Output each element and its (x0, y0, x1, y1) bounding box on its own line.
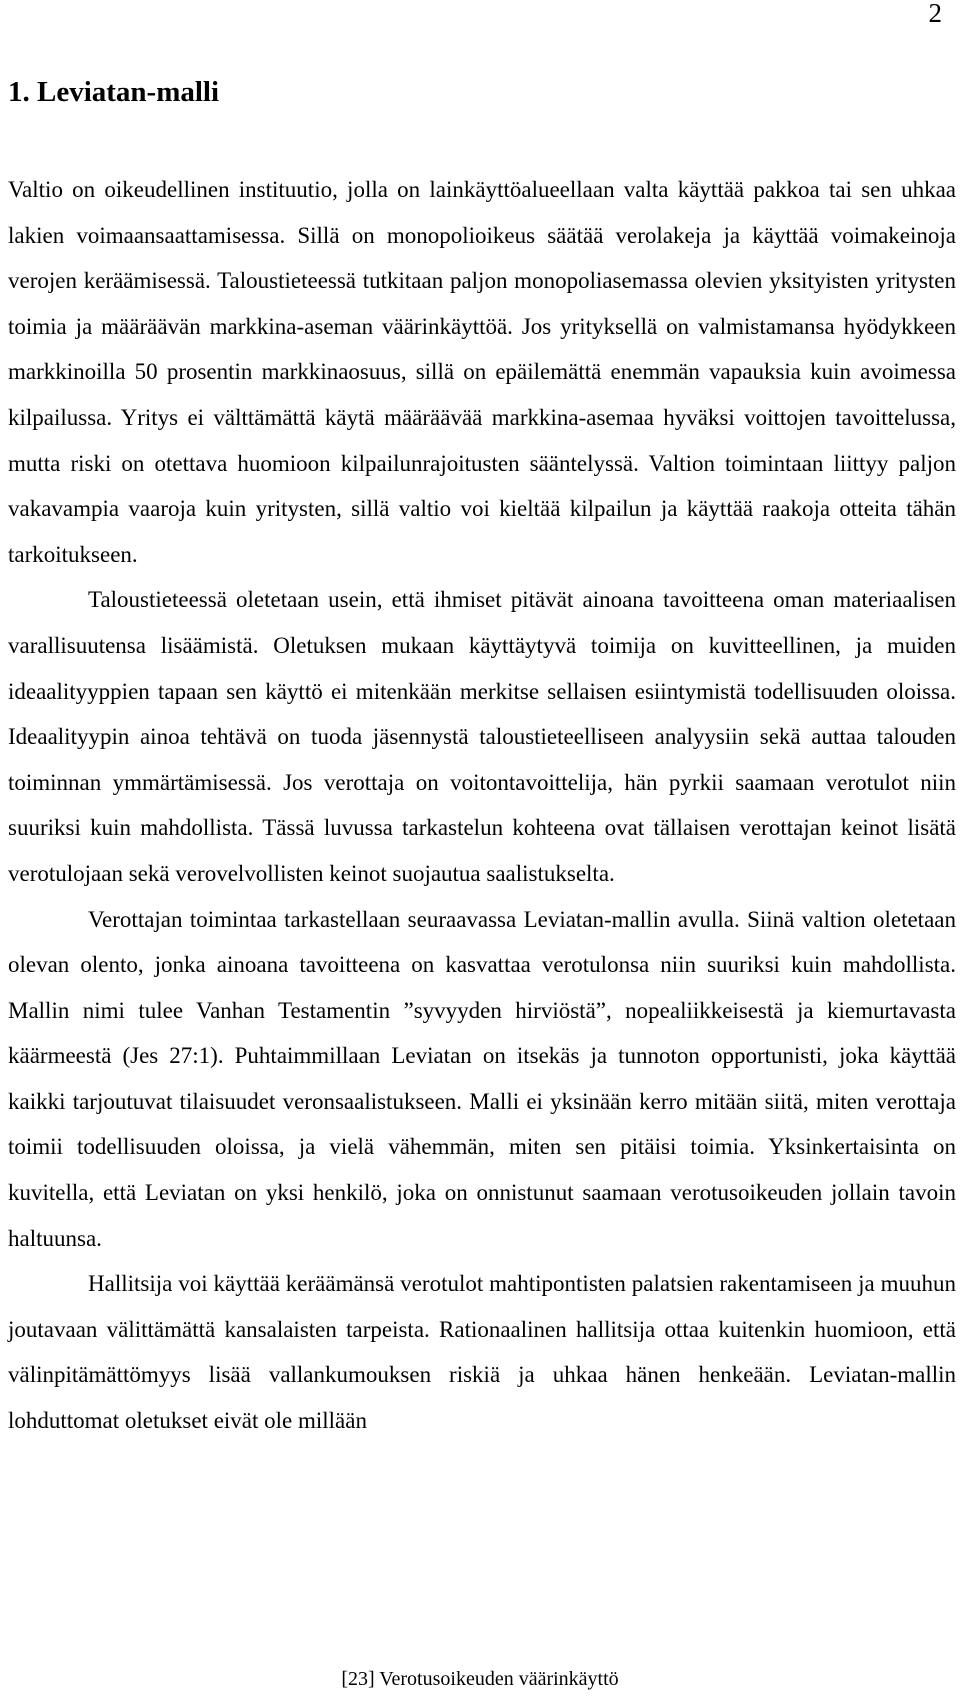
paragraph: Taloustieteessä oletetaan usein, että ihmiset pitävät ainoana tavoitteena oman materiaalisen varallisuutensa lisäämistä. Oletuksen mukaan käyttäytyvä toimija on kuvitteellinen, ja muiden ideaalityyppien tapaan sen käyttö ei mitenkään merkitse sellaisen esiintymistä todellisuuden oloissa. Ideaalityypin ainoa tehtävä on tuoda jäsennystä taloustieteelliseen analyysiin sekä auttaa talouden toiminnan ymmärtämisessä. Jos verottaja on voitontavoittelija, hän pyrkii saamaan verotulot niin suuriksi kuin mahdollista. Tässä luvussa tarkastelun kohteena ovat tällaisen verottajan keinot lisätä verotulojaan sekä verovelvollisten keinot suojautua saalistukselta. (8, 587, 956, 886)
paragraph: Valtio on oikeudellinen instituutio, jolla on lainkäyttöalueellaan valta käyttää pakkoa tai sen uhkaa lakien voimaansaattamisessa. Sillä on monopolioikeus säätää verolakeja ja käyttää voimakeinoja verojen keräämisessä. Taloustieteessä tutkitaan paljon monopoliasemassa olevien yksityisten yritysten toimia ja määräävän markkina-aseman väärinkäyttöä. Jos yrityksellä on valmistamansa hyödykkeen markkinoilla 50 prosentin markkinaosuus, sillä on epäilemättä enemmän vapauksia kuin avoimessa kilpailussa. Yritys ei välttämättä käytä määräävää markkina-asemaa hyväksi voittojen tavoittelussa, mutta riski on otettava huomioon kilpailunrajoitusten sääntelyssä. Valtion toimintaan liittyy paljon vakavampia vaaroja kuin yritysten, sillä valtio voi kieltää kilpailun ja käyttää raakoja otteita tähän tarkoitukseen. (8, 177, 956, 567)
paragraph: Verottajan toimintaa tarkastellaan seuraavassa Leviatan-mallin avulla. Siinä valtion oletetaan olevan olento, jonka ainoana tavoitteena on kasvattaa verotulonsa niin suuriksi kuin mahdollista. Mallin nimi tulee Vanhan Testamentin ”syvyyden hirviöstä”, nopealiikkeisestä ja kiemurtavasta käärmeestä (Jes 27:1). Puhtaimmillaan Leviatan on itsekäs ja tunnoton opportunisti, joka käyttää kaikki tarjoutuvat tilaisuudet veronsaalistukseen. Malli ei yksinään kerro mitään siitä, miten verottaja toimii todellisuuden oloissa, ja vielä vähemmän, miten sen pitäisi toimia. Yksinkertaisinta on kuvitella, että Leviatan on yksi henkilö, joka on onnistunut saamaan verotusoikeuden jollain tavoin haltuunsa. (8, 906, 956, 1251)
paragraph: Hallitsija voi käyttää keräämänsä verotulot mahtipontisten palatsien rakentamiseen ja muuhun joutavaan välittämättä kansalaisten tarpeista. Rationaalinen hallitsija ottaa kuitenkin huomioon, että välinpitämättömyys lisää vallankumouksen riskiä ja uhkaa hänen henkeään. Leviatan-mallin lohduttomat oletukset eivät ole millään (8, 1271, 956, 1434)
page-number: 2 (928, 0, 942, 28)
page-footer: [23] Verotusoikeuden väärinkäyttö (341, 1668, 619, 1690)
body-text (8, 167, 956, 1444)
section-heading: 1. Leviatan-malli (8, 76, 220, 108)
